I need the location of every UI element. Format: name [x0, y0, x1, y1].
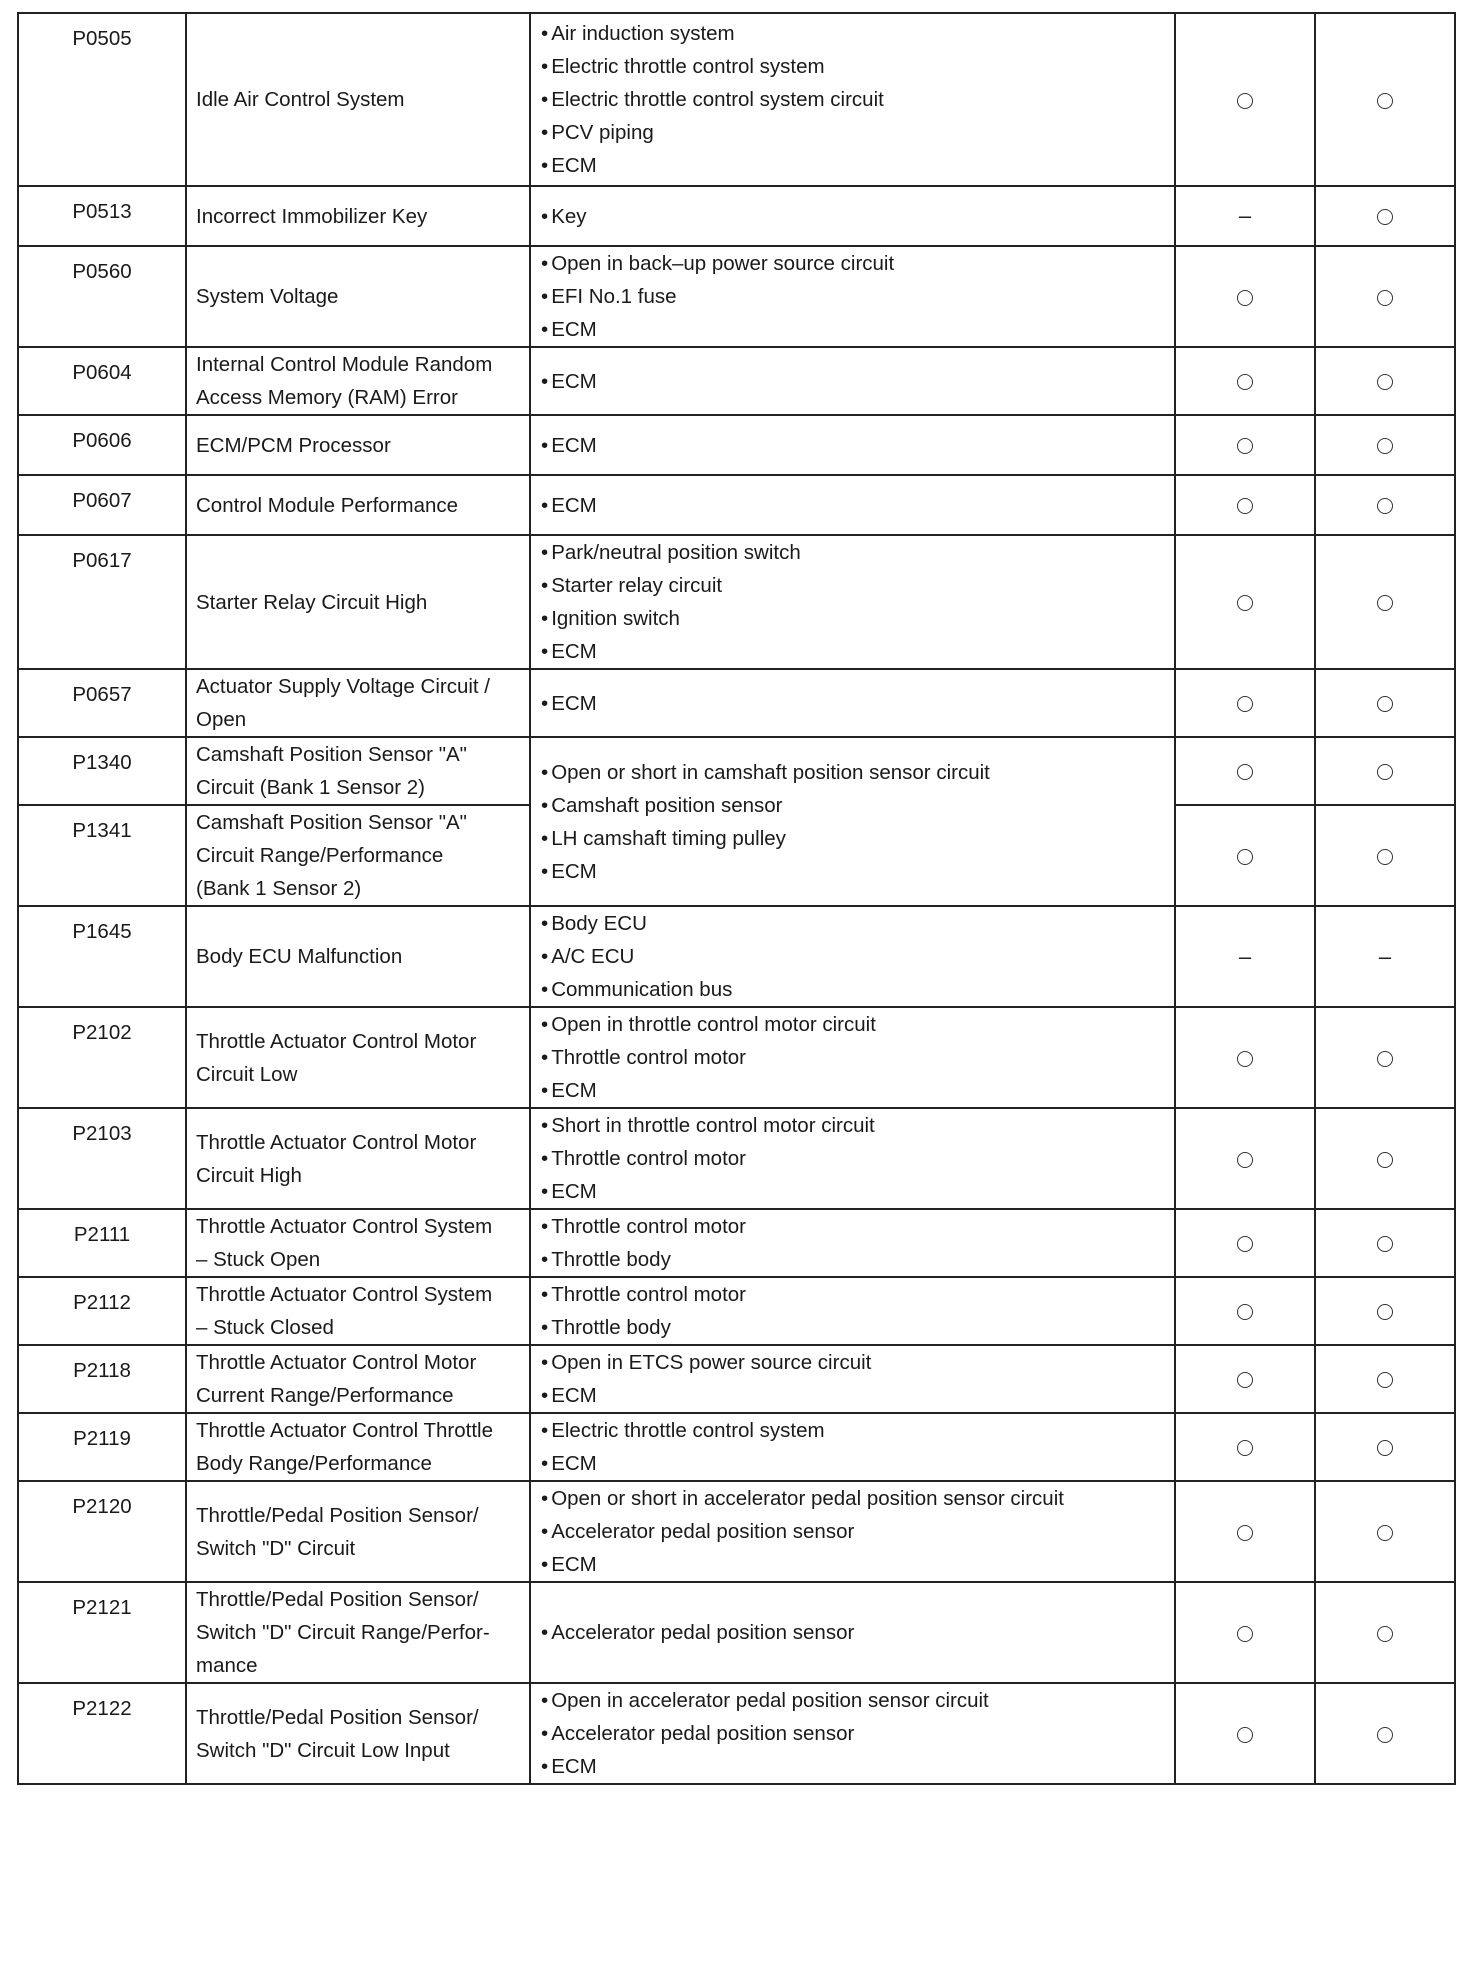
dtc-code-cell: P2118 [18, 1345, 186, 1413]
detection-item-cell [186, 1345, 530, 1413]
memory-cell [1315, 1481, 1455, 1582]
detection-item-line: Switch "D" Circuit Low Input [196, 1738, 450, 1762]
detection-item-line: Throttle/Pedal Position Sensor/ [196, 1705, 479, 1729]
circle-mark-icon [1237, 498, 1253, 514]
dtc-code-cell: P0604 [18, 347, 186, 415]
memory-cell [1315, 1277, 1455, 1345]
circle-mark-icon [1377, 1626, 1393, 1642]
circle-mark-icon [1377, 290, 1393, 306]
dtc-table [17, 12, 1456, 1785]
mil-cell [1175, 906, 1315, 1007]
memory-cell [1315, 1209, 1455, 1277]
circle-mark-icon [1237, 1304, 1253, 1320]
trouble-area-cell [530, 186, 1175, 246]
memory-cell [1315, 669, 1455, 737]
circle-mark-icon [1237, 374, 1253, 390]
mil-cell [1175, 1582, 1315, 1683]
detection-item-line: Throttle Actuator Control Motor [196, 1029, 477, 1053]
detection-item-cell [186, 347, 530, 415]
circle-mark-icon [1237, 1372, 1253, 1388]
trouble-area-cell [530, 1007, 1175, 1108]
memory-cell [1315, 1413, 1455, 1481]
mil-cell [1175, 1413, 1315, 1481]
trouble-area-cell [530, 415, 1175, 475]
circle-mark-icon [1377, 1440, 1393, 1456]
detection-item-line: System Voltage [196, 285, 339, 308]
trouble-area-item: • LH camshaft timing pulley [541, 822, 1168, 855]
mil-cell [1175, 475, 1315, 535]
dtc-code-cell: P0607 [18, 475, 186, 535]
dtc-code-cell: P2103 [18, 1108, 186, 1209]
detection-item-line: Circuit Low [196, 1062, 298, 1086]
circle-mark-icon [1237, 1626, 1253, 1642]
circle-mark-icon [1237, 1727, 1253, 1743]
dtc-code-cell: P2112 [18, 1277, 186, 1345]
trouble-area-cell [530, 1582, 1175, 1683]
circle-mark-icon [1237, 696, 1253, 712]
trouble-area-item: • Open in accelerator pedal position sensor circuit [541, 1684, 1168, 1717]
detection-item-line: – Stuck Closed [196, 1316, 334, 1339]
trouble-area-cell [530, 1108, 1175, 1209]
memory-cell [1315, 246, 1455, 347]
memory-cell [1315, 1007, 1455, 1108]
detection-item-line: Throttle Actuator Control Motor [196, 1351, 477, 1374]
detection-item-line: Incorrect Immobilizer Key [196, 204, 428, 228]
table-row [18, 415, 1455, 475]
trouble-area-item: • PCV piping [541, 116, 1168, 149]
detection-item-line: – Stuck Open [196, 1248, 321, 1271]
trouble-area-item: • ECM [541, 635, 1168, 668]
detection-item-cell [186, 1108, 530, 1209]
circle-mark-icon [1377, 1051, 1393, 1067]
detection-item-cell [186, 415, 530, 475]
dtc-code-cell: P0513 [18, 186, 186, 246]
detection-item-cell [186, 1209, 530, 1277]
mil-cell [1175, 13, 1315, 186]
trouble-area-item: • Throttle body [541, 1243, 1168, 1276]
trouble-area-cell [530, 1683, 1175, 1784]
detection-item-line: Camshaft Position Sensor "A" [196, 743, 467, 766]
memory-cell [1315, 1683, 1455, 1784]
trouble-area-item: • ECM [541, 855, 1168, 888]
mil-cell [1175, 669, 1315, 737]
detection-item-cell [186, 805, 530, 906]
trouble-area-cell [530, 475, 1175, 535]
memory-cell [1315, 1582, 1455, 1683]
dtc-code-cell: P1341 [18, 805, 186, 906]
memory-cell [1315, 1345, 1455, 1413]
dtc-code-cell: P2111 [18, 1209, 186, 1277]
table-row [18, 1277, 1455, 1345]
detection-item-cell [186, 1007, 530, 1108]
mil-cell [1175, 1345, 1315, 1413]
mil-cell [1175, 805, 1315, 906]
detection-item-cell [186, 1683, 530, 1784]
trouble-area-item: • ECM [541, 1074, 1168, 1107]
detection-item-cell [186, 535, 530, 669]
trouble-area-cell [530, 1345, 1175, 1413]
dtc-code-cell: P0560 [18, 246, 186, 347]
trouble-area-item: • ECM [541, 1548, 1168, 1581]
memory-cell [1315, 415, 1455, 475]
table-row [18, 1683, 1455, 1784]
circle-mark-icon [1237, 290, 1253, 306]
memory-cell [1315, 347, 1455, 415]
mil-cell [1175, 737, 1315, 805]
trouble-area-item: • Throttle control motor [541, 1142, 1168, 1175]
trouble-area-item: • Body ECU [541, 907, 1168, 940]
circle-mark-icon [1237, 764, 1253, 780]
table-row [18, 1413, 1455, 1481]
dtc-code-cell: P2122 [18, 1683, 186, 1784]
circle-mark-icon [1237, 1440, 1253, 1456]
trouble-area-item: • Open or short in accelerator pedal position sensor circuit [541, 1482, 1168, 1515]
mil-cell [1175, 1108, 1315, 1209]
trouble-area-item: • Throttle control motor [541, 1278, 1168, 1311]
detection-item-line: Control Module Performance [196, 493, 459, 517]
trouble-area-item: • Ignition switch [541, 602, 1168, 635]
circle-mark-icon [1377, 1372, 1393, 1388]
circle-mark-icon [1237, 1525, 1253, 1541]
trouble-area-item: • Accelerator pedal position sensor [541, 1616, 1168, 1649]
circle-mark-icon [1377, 438, 1393, 454]
trouble-area-item: • Electric throttle control system [541, 50, 1168, 83]
table-row [18, 347, 1455, 415]
circle-mark-icon [1377, 1152, 1393, 1168]
table-row [18, 737, 1455, 805]
detection-item-line: Circuit High [196, 1163, 302, 1187]
circle-mark-icon [1237, 438, 1253, 454]
mil-cell [1175, 347, 1315, 415]
detection-item-line: Throttle Actuator Control Motor [196, 1130, 477, 1154]
detection-item-line: Throttle Actuator Control Throttle [196, 1419, 494, 1442]
trouble-area-item: • Throttle body [541, 1311, 1168, 1344]
dash-mark-icon: – [1378, 943, 1392, 969]
trouble-area-item: • Accelerator pedal position sensor [541, 1515, 1168, 1548]
table-row [18, 246, 1455, 347]
detection-item-line: Starter Relay Circuit High [196, 590, 428, 614]
detection-item-cell [186, 906, 530, 1007]
trouble-area-cell [530, 906, 1175, 1007]
trouble-area-cell [530, 737, 1175, 906]
detection-item-line: Throttle Actuator Control System [196, 1215, 493, 1238]
circle-mark-icon [1377, 498, 1393, 514]
detection-item-cell [186, 1277, 530, 1345]
detection-item-line: Circuit Range/Performance [196, 844, 444, 867]
detection-item-cell [186, 1413, 530, 1481]
dash-mark-icon: – [1238, 943, 1252, 969]
dash-mark-icon: – [1238, 203, 1252, 228]
trouble-area-item: • Electric throttle control system circuit [541, 83, 1168, 116]
dtc-code-cell: P2120 [18, 1481, 186, 1582]
trouble-area-item: • A/C ECU [541, 940, 1168, 973]
dtc-code-cell: P0505 [18, 13, 186, 186]
table-row [18, 669, 1455, 737]
trouble-area-cell [530, 347, 1175, 415]
trouble-area-item: • Open in throttle control motor circuit [541, 1008, 1168, 1041]
circle-mark-icon [1237, 595, 1253, 611]
trouble-area-cell [530, 535, 1175, 669]
trouble-area-item: • Open in back–up power source circuit [541, 247, 1168, 280]
memory-cell [1315, 906, 1455, 1007]
memory-cell [1315, 535, 1455, 669]
trouble-area-cell [530, 669, 1175, 737]
trouble-area-item: • Park/neutral position switch [541, 536, 1168, 569]
table-row [18, 1481, 1455, 1582]
circle-mark-icon [1377, 93, 1393, 109]
trouble-area-cell [530, 246, 1175, 347]
trouble-area-item: • ECM [541, 429, 1168, 462]
trouble-area-item: • Open in ETCS power source circuit [541, 1346, 1168, 1379]
detection-item-line: Throttle/Pedal Position Sensor/ [196, 1588, 479, 1611]
memory-cell [1315, 475, 1455, 535]
detection-item-line: Body Range/Performance [196, 1452, 432, 1475]
trouble-area-item: • Starter relay circuit [541, 569, 1168, 602]
detection-item-line: Throttle/Pedal Position Sensor/ [196, 1503, 479, 1527]
detection-item-line: Switch "D" Circuit Range/Perfor- [196, 1621, 490, 1644]
detection-item-line: Idle Air Control System [196, 88, 405, 111]
detection-item-line: ECM/PCM Processor [196, 433, 391, 457]
table-row [18, 1108, 1455, 1209]
dtc-code-cell: P2119 [18, 1413, 186, 1481]
circle-mark-icon [1377, 696, 1393, 712]
detection-item-cell [186, 475, 530, 535]
detection-item-cell [186, 186, 530, 246]
detection-item-cell [186, 737, 530, 805]
mil-cell [1175, 1683, 1315, 1784]
trouble-area-item: • Air induction system [541, 17, 1168, 50]
trouble-area-item: • Throttle control motor [541, 1041, 1168, 1074]
circle-mark-icon [1377, 374, 1393, 390]
trouble-area-cell [530, 1277, 1175, 1345]
trouble-area-item: • ECM [541, 1447, 1168, 1480]
detection-item-line: Switch "D" Circuit [196, 1536, 356, 1560]
detection-item-line: Camshaft Position Sensor "A" [196, 811, 467, 834]
table-row [18, 1007, 1455, 1108]
table-row [18, 1345, 1455, 1413]
dtc-code-cell: P2121 [18, 1582, 186, 1683]
trouble-area-cell [530, 1481, 1175, 1582]
table-row [18, 475, 1455, 535]
trouble-area-item: • ECM [541, 313, 1168, 346]
dtc-code-cell: P1340 [18, 737, 186, 805]
detection-item-cell [186, 669, 530, 737]
dtc-code-cell: P0617 [18, 535, 186, 669]
memory-cell [1315, 805, 1455, 906]
trouble-area-item: • ECM [541, 149, 1168, 182]
circle-mark-icon [1377, 1525, 1393, 1541]
mil-cell [1175, 186, 1315, 246]
circle-mark-icon [1377, 595, 1393, 611]
trouble-area-item: • ECM [541, 1750, 1168, 1783]
mil-cell [1175, 1277, 1315, 1345]
memory-cell [1315, 13, 1455, 186]
detection-item-cell [186, 1582, 530, 1683]
table-row [18, 13, 1455, 186]
trouble-area-item: • EFI No.1 fuse [541, 280, 1168, 313]
trouble-area-item: • Open or short in camshaft position sensor circuit [541, 756, 1168, 789]
circle-mark-icon [1237, 93, 1253, 109]
memory-cell [1315, 186, 1455, 246]
table-row [18, 906, 1455, 1007]
trouble-area-cell [530, 13, 1175, 186]
detection-item-line: Actuator Supply Voltage Circuit / [196, 675, 490, 698]
dtc-code-cell: P2102 [18, 1007, 186, 1108]
trouble-area-item: • Key [541, 200, 1168, 233]
memory-cell [1315, 737, 1455, 805]
detection-item-cell [186, 13, 530, 186]
dtc-code-cell: P0657 [18, 669, 186, 737]
circle-mark-icon [1237, 1236, 1253, 1252]
memory-cell [1315, 1108, 1455, 1209]
mil-cell [1175, 535, 1315, 669]
circle-mark-icon [1237, 849, 1253, 865]
trouble-area-cell [530, 1413, 1175, 1481]
circle-mark-icon [1377, 849, 1393, 865]
detection-item-line: (Bank 1 Sensor 2) [196, 877, 362, 900]
circle-mark-icon [1377, 764, 1393, 780]
trouble-area-item: • Short in throttle control motor circuit [541, 1109, 1168, 1142]
circle-mark-icon [1377, 1236, 1393, 1252]
detection-item-line: Current Range/Performance [196, 1384, 454, 1407]
circle-mark-icon [1237, 1152, 1253, 1168]
trouble-area-item: • ECM [541, 489, 1168, 522]
table-row [18, 186, 1455, 246]
trouble-area-item: • ECM [541, 687, 1168, 720]
mil-cell [1175, 1209, 1315, 1277]
detection-item-cell [186, 1481, 530, 1582]
circle-mark-icon [1377, 1727, 1393, 1743]
trouble-area-item: • Accelerator pedal position sensor [541, 1717, 1168, 1750]
mil-cell [1175, 1007, 1315, 1108]
detection-item-line: Body ECU Malfunction [196, 945, 403, 968]
trouble-area-item: • Camshaft position sensor [541, 789, 1168, 822]
detection-item-line: Access Memory (RAM) Error [196, 386, 458, 409]
detection-item-line: Throttle Actuator Control System [196, 1283, 493, 1306]
detection-item-line: Internal Control Module Random [196, 353, 493, 376]
trouble-area-item: • Communication bus [541, 973, 1168, 1006]
trouble-area-item: • ECM [541, 365, 1168, 398]
dtc-code-cell: P0606 [18, 415, 186, 475]
trouble-area-item: • Electric throttle control system [541, 1414, 1168, 1447]
table-row [18, 1209, 1455, 1277]
trouble-area-item: • Throttle control motor [541, 1210, 1168, 1243]
mil-cell [1175, 246, 1315, 347]
mil-cell [1175, 1481, 1315, 1582]
table-row [18, 1582, 1455, 1683]
mil-cell [1175, 415, 1315, 475]
detection-item-line: Open [196, 708, 247, 731]
detection-item-line: Circuit (Bank 1 Sensor 2) [196, 776, 426, 799]
circle-mark-icon [1377, 209, 1393, 225]
detection-item-line: mance [196, 1654, 258, 1677]
trouble-area-item: • ECM [541, 1379, 1168, 1412]
dtc-code-cell: P1645 [18, 906, 186, 1007]
trouble-area-item: • ECM [541, 1175, 1168, 1208]
dtc-table-body [18, 13, 1455, 1784]
trouble-area-cell [530, 1209, 1175, 1277]
circle-mark-icon [1377, 1304, 1393, 1320]
detection-item-cell [186, 246, 530, 347]
table-row [18, 535, 1455, 669]
circle-mark-icon [1237, 1051, 1253, 1067]
